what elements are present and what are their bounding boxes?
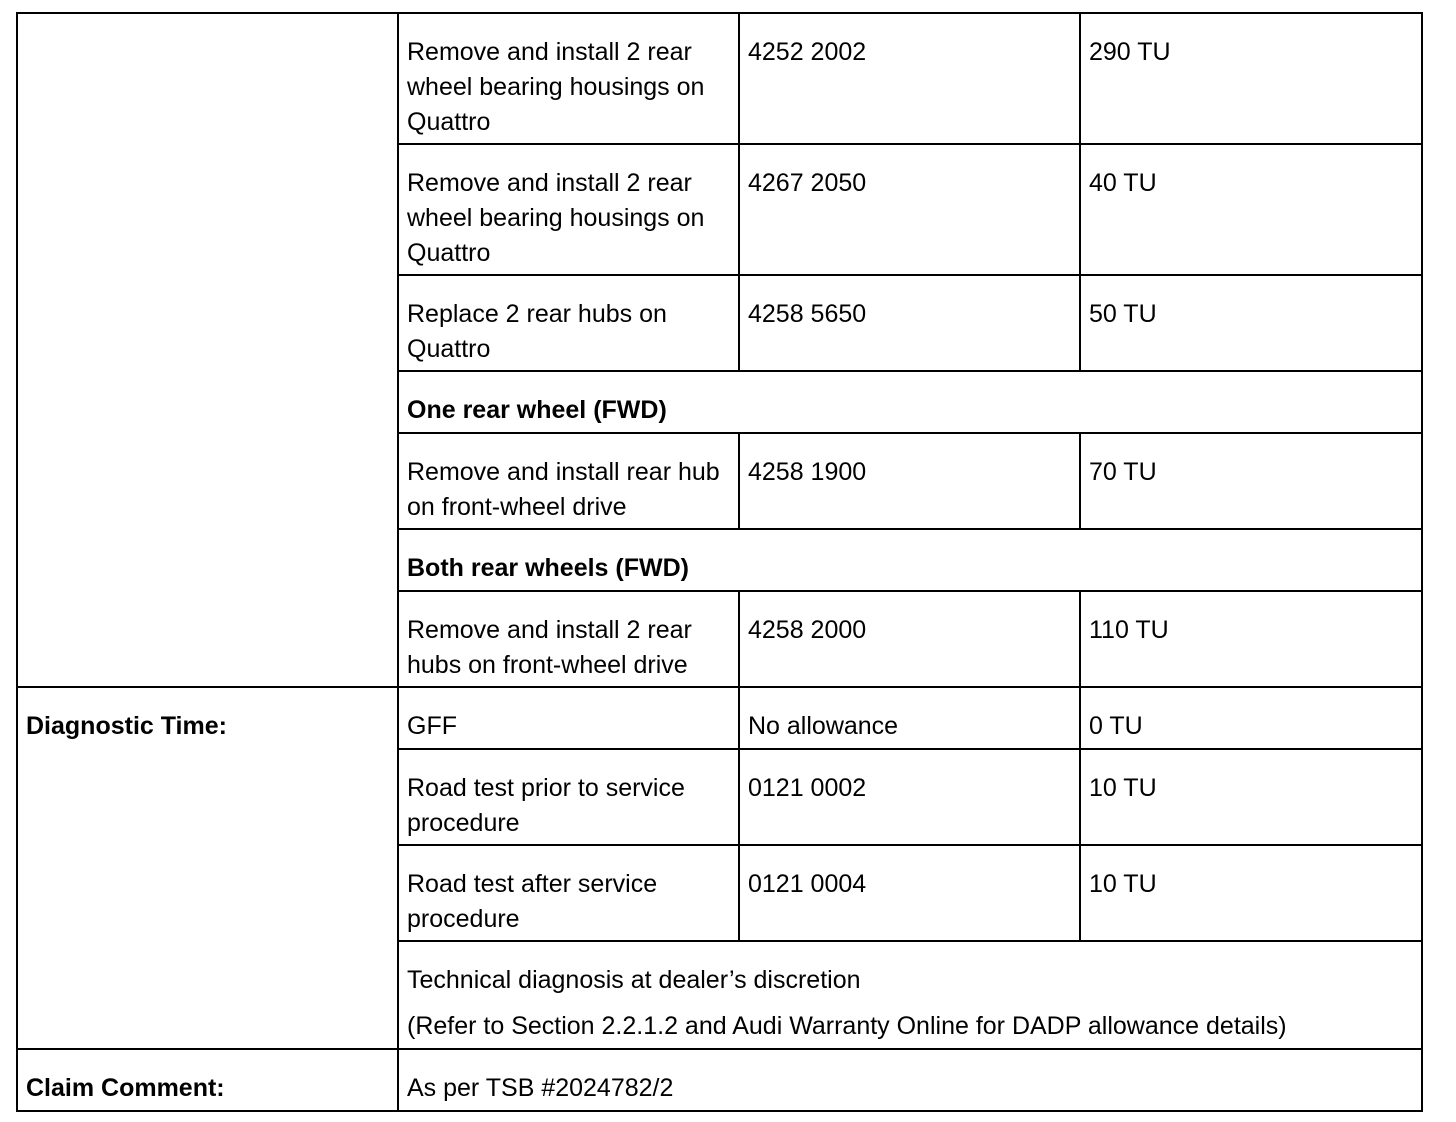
operation-description: Remove and install 2 rear wheel bearing housings on Quattro <box>398 13 739 144</box>
diagnostic-code: 0121 0002 <box>739 749 1080 845</box>
operation-description: Replace 2 rear hubs on Quattro <box>398 275 739 371</box>
subheading-both-rear-wheels-fwd: Both rear wheels (FWD) <box>398 529 1422 591</box>
diagnostic-description: Road test prior to service procedure <box>398 749 739 845</box>
diagnostic-description: Road test after service procedure <box>398 845 739 941</box>
diagnostic-time: 0 TU <box>1080 687 1422 749</box>
operation-time: 290 TU <box>1080 13 1422 144</box>
operation-code: 4258 2000 <box>739 591 1080 687</box>
table-row <box>17 13 1422 144</box>
operation-time: 50 TU <box>1080 275 1422 371</box>
operation-code: 4252 2002 <box>739 13 1080 144</box>
diagnostic-time: 10 TU <box>1080 845 1422 941</box>
diagnostic-note <box>398 941 1422 1049</box>
operation-description: Remove and install rear hub on front-wheel drive <box>398 433 739 529</box>
diagnostic-code: No allowance <box>739 687 1080 749</box>
labor-operations-table <box>16 12 1423 1112</box>
group-label-claim-comment: Claim Comment: <box>17 1049 398 1111</box>
operation-code: 4258 5650 <box>739 275 1080 371</box>
table-row <box>17 687 1422 749</box>
group-label-diagnostic-time: Diagnostic Time: <box>17 687 398 1049</box>
diagnostic-time: 10 TU <box>1080 749 1422 845</box>
diagnostic-note-line: Technical diagnosis at dealer’s discretion <box>407 966 861 994</box>
table-row <box>17 1049 1422 1111</box>
operation-time: 110 TU <box>1080 591 1422 687</box>
operation-description: Remove and install 2 rear wheel bearing housings on Quattro <box>398 144 739 275</box>
subheading-one-rear-wheel-fwd: One rear wheel (FWD) <box>398 371 1422 433</box>
operation-code: 4267 2050 <box>739 144 1080 275</box>
operation-code: 4258 1900 <box>739 433 1080 529</box>
diagnostic-code: 0121 0004 <box>739 845 1080 941</box>
operation-time: 40 TU <box>1080 144 1422 275</box>
claim-comment-value: As per TSB #2024782/2 <box>398 1049 1422 1111</box>
operation-time: 70 TU <box>1080 433 1422 529</box>
diagnostic-description: GFF <box>398 687 739 749</box>
diagnostic-note-reference: (Refer to Section 2.2.1.2 and Audi Warranty Online for DADP allowance details) <box>407 1012 1287 1040</box>
operation-description: Remove and install 2 rear hubs on front-wheel drive <box>398 591 739 687</box>
group-label-previous <box>17 13 398 687</box>
